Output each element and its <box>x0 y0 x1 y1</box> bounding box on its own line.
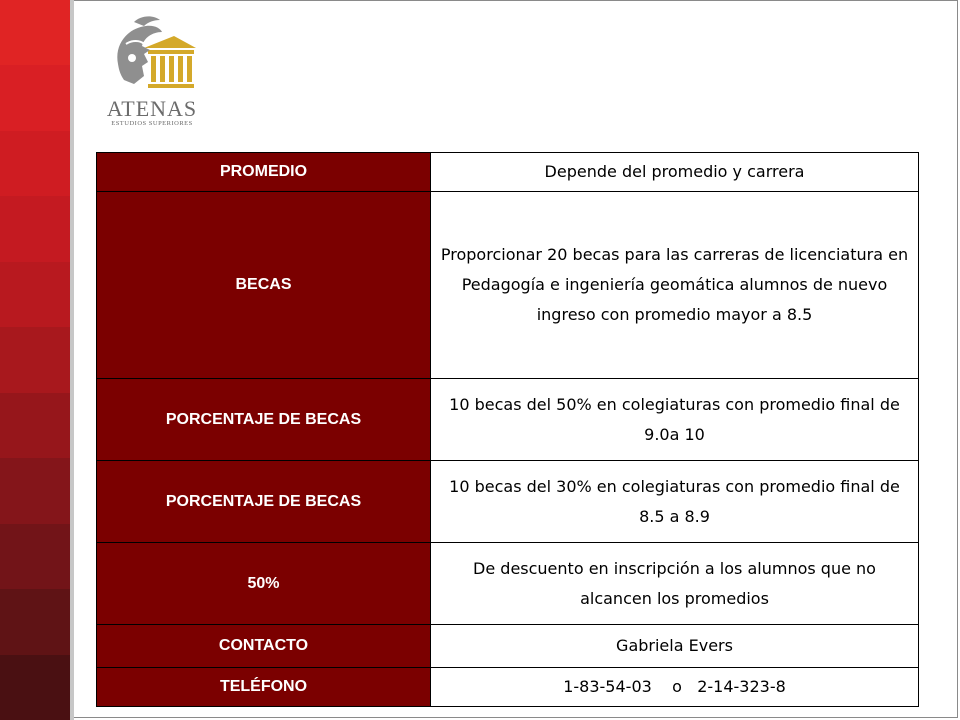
table-row <box>97 625 919 668</box>
table-row <box>97 668 919 707</box>
becas-info-table <box>96 152 919 707</box>
sidebar-band <box>0 589 70 654</box>
sidebar-band <box>0 524 70 589</box>
row-value: 1-83-54-03 o 2-14-323-8 <box>431 668 919 707</box>
row-value: Gabriela Evers <box>431 625 919 668</box>
sidebar-band <box>0 65 70 130</box>
sidebar-band <box>0 0 70 65</box>
row-value: 10 becas del 30% en colegiaturas con promedio final de 8.5 a 8.9 <box>431 461 919 543</box>
sidebar-band <box>0 196 70 261</box>
sidebar-edge <box>70 0 74 720</box>
temple-emblem <box>144 36 196 88</box>
table-row <box>97 379 919 461</box>
sidebar-band <box>0 262 70 327</box>
table-row <box>97 153 919 192</box>
decorative-sidebar <box>0 0 70 720</box>
brand-tagline: ESTUDIOS SUPERIORES <box>111 120 193 127</box>
row-label: TELÉFONO <box>97 668 431 707</box>
atenas-logo <box>104 14 200 130</box>
row-value: De descuento en inscripción a los alumnos que no alcancen los promedios <box>431 543 919 625</box>
sidebar-band <box>0 458 70 523</box>
sidebar-band <box>0 393 70 458</box>
athena-helmet-icon <box>104 14 200 98</box>
table-row <box>97 192 919 379</box>
brand-name: ATENAS <box>106 96 198 121</box>
row-label: 50% <box>97 543 431 625</box>
sidebar-band <box>0 131 70 196</box>
sidebar-band <box>0 655 70 720</box>
row-label: BECAS <box>97 192 431 379</box>
sidebar-band <box>0 327 70 392</box>
table-row <box>97 543 919 625</box>
row-label: PORCENTAJE DE BECAS <box>97 461 431 543</box>
table-row <box>97 461 919 543</box>
row-label: CONTACTO <box>97 625 431 668</box>
row-label: PORCENTAJE DE BECAS <box>97 379 431 461</box>
row-value: Depende del promedio y carrera <box>431 153 919 192</box>
row-value: Proporcionar 20 becas para las carreras de licenciatura en Pedagogía e ingeniería geomática alumnos de nuevo ingreso con promedio mayor a 8.5 <box>431 192 919 379</box>
row-value: 10 becas del 50% en colegiaturas con promedio final de 9.0a 10 <box>431 379 919 461</box>
row-label: PROMEDIO <box>97 153 431 192</box>
